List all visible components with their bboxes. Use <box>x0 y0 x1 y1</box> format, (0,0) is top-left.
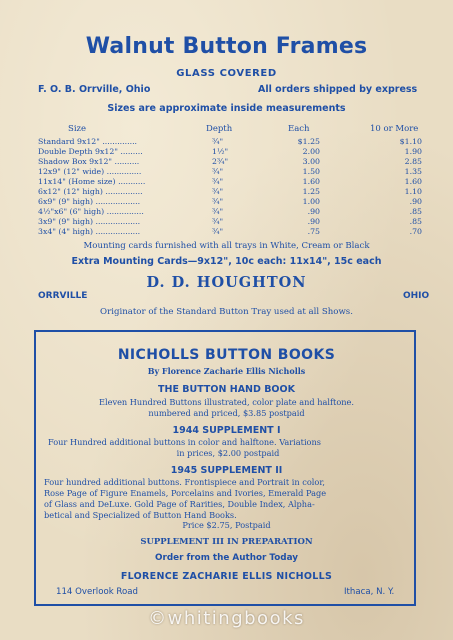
row-ten: $1.10 <box>399 137 422 146</box>
row-ten: .85 <box>409 217 422 226</box>
supplement2-price: Price $2.75, Postpaid <box>182 520 271 530</box>
row-each: $1.25 <box>297 137 320 146</box>
fob-text: F. O. B. Orrville, Ohio <box>38 84 151 95</box>
row-size: 6x9" (9" high) .................. <box>38 197 141 206</box>
row-each: .90 <box>307 217 320 226</box>
watermark-text: ©whitingbooks <box>148 608 305 629</box>
page-title: Walnut Button Frames <box>85 34 368 59</box>
row-size: 11x14" (Home size) ........... <box>38 177 146 186</box>
row-ten: 2.85 <box>404 157 422 166</box>
row-each: 1.00 <box>302 197 320 206</box>
row-depth: ¾" <box>212 167 224 176</box>
sizes-note: Sizes are approximate inside measurements <box>107 103 346 114</box>
row-each: 1.50 <box>302 167 320 176</box>
row-ten: .85 <box>409 207 422 216</box>
originator-note: Originator of the Standard Button Tray used at all Shows. <box>100 307 353 317</box>
description-line: in prices, $2.00 postpaid <box>176 448 280 458</box>
row-size: 4½"x6" (6" high) ............... <box>38 207 144 216</box>
row-ten: .90 <box>409 197 422 206</box>
row-ten: 1.10 <box>404 187 422 196</box>
table-row <box>0 157 453 167</box>
row-each: 1.25 <box>302 187 320 196</box>
author-address: 114 Overlook Road <box>56 587 138 597</box>
supplement2-heading: 1945 SUPPLEMENT II <box>170 465 283 476</box>
author-city: Ithaca, N. Y. <box>344 587 395 597</box>
supplement3-note: SUPPLEMENT III IN PREPARATION <box>140 537 313 547</box>
row-size: Double Depth 9x12" ......... <box>38 147 143 156</box>
row-ten: 1.90 <box>404 147 422 156</box>
seller-city: ORRVILLE <box>38 291 88 301</box>
supplement2-description <box>44 477 410 521</box>
table-row <box>0 147 453 157</box>
supplement1-description <box>48 437 408 459</box>
table-row <box>0 217 453 227</box>
row-ten: 1.35 <box>404 167 422 176</box>
order-note: Order from the Author Today <box>155 553 298 563</box>
shipping-text: All orders shipped by express <box>258 84 418 95</box>
row-size: Shadow Box 9x12" .......... <box>38 157 140 166</box>
description-line: betical and Specialized of Button Hand Books. <box>44 510 237 520</box>
table-row <box>0 137 453 147</box>
seller-name: D. D. HOUGHTON <box>146 274 307 291</box>
row-size: 3x9" (9" high) .................. <box>38 217 141 226</box>
table-row <box>0 167 453 177</box>
row-depth: ¾" <box>212 227 224 236</box>
watermark <box>0 608 453 629</box>
table-row <box>0 207 453 217</box>
description-line: Four hundred additional buttons. Frontispiece and Portrait in color, <box>44 477 325 487</box>
table-row <box>0 187 453 197</box>
books-byline: By Florence Zacharie Ellis Nicholls <box>147 366 306 376</box>
table-row <box>0 227 453 237</box>
row-depth: ¾" <box>212 177 224 186</box>
table-row <box>0 197 453 207</box>
hand-book-description <box>0 397 453 419</box>
row-ten: .70 <box>409 227 422 236</box>
col-header-each: Each <box>288 124 310 134</box>
hand-book-heading: THE BUTTON HAND BOOK <box>158 384 295 395</box>
row-each: 3.00 <box>302 157 320 166</box>
mounting-note: Mounting cards furnished with all trays in White, Cream or Black <box>83 241 370 251</box>
row-each: .75 <box>307 227 320 236</box>
row-each: 1.60 <box>302 177 320 186</box>
books-title: NICHOLLS BUTTON BOOKS <box>117 347 336 363</box>
row-depth: 2¾" <box>212 157 229 166</box>
description-line: Eleven Hundred Buttons illustrated, color plate and halftone. <box>99 397 354 407</box>
col-header-size: Size <box>68 124 87 134</box>
subtitle: GLASS COVERED <box>176 68 277 79</box>
description-line: of Glass and DeLuxe. Gold Page of Rarities, Double Index, Alpha- <box>44 499 315 509</box>
col-header-ten-or-more: 10 or More <box>370 124 419 134</box>
row-size: 6x12" (12" high) ............... <box>38 187 143 196</box>
author-name: FLORENCE ZACHARIE ELLIS NICHOLLS <box>120 571 333 582</box>
extra-cards-note: Extra Mounting Cards—9x12", 10c each: 11x14", 15c each <box>71 256 382 267</box>
table-row <box>0 177 453 187</box>
row-size: 12x9" (12" wide) .............. <box>38 167 142 176</box>
row-each: 2.00 <box>302 147 320 156</box>
row-depth: ¾" <box>212 137 224 146</box>
description-line: Four Hundred additional buttons in color and halftone. Variations <box>48 437 321 447</box>
description-line: numbered and priced, $3.85 postpaid <box>148 408 305 418</box>
row-depth: ¾" <box>212 197 224 206</box>
row-ten: 1.60 <box>404 177 422 186</box>
row-depth: 1½" <box>212 147 229 156</box>
row-depth: ¾" <box>212 217 224 226</box>
row-size: Standard 9x12" .............. <box>38 137 138 146</box>
row-depth: ¾" <box>212 187 224 196</box>
col-header-depth: Depth <box>206 124 233 134</box>
seller-state: OHIO <box>403 291 430 301</box>
supplement1-heading: 1944 SUPPLEMENT I <box>172 425 281 436</box>
row-each: .90 <box>307 207 320 216</box>
row-depth: ¾" <box>212 207 224 216</box>
description-line: Rose Page of Figure Enamels, Porcelains and Ivories, Emerald Page <box>44 488 327 498</box>
row-size: 3x4" (4" high) .................. <box>38 227 141 236</box>
